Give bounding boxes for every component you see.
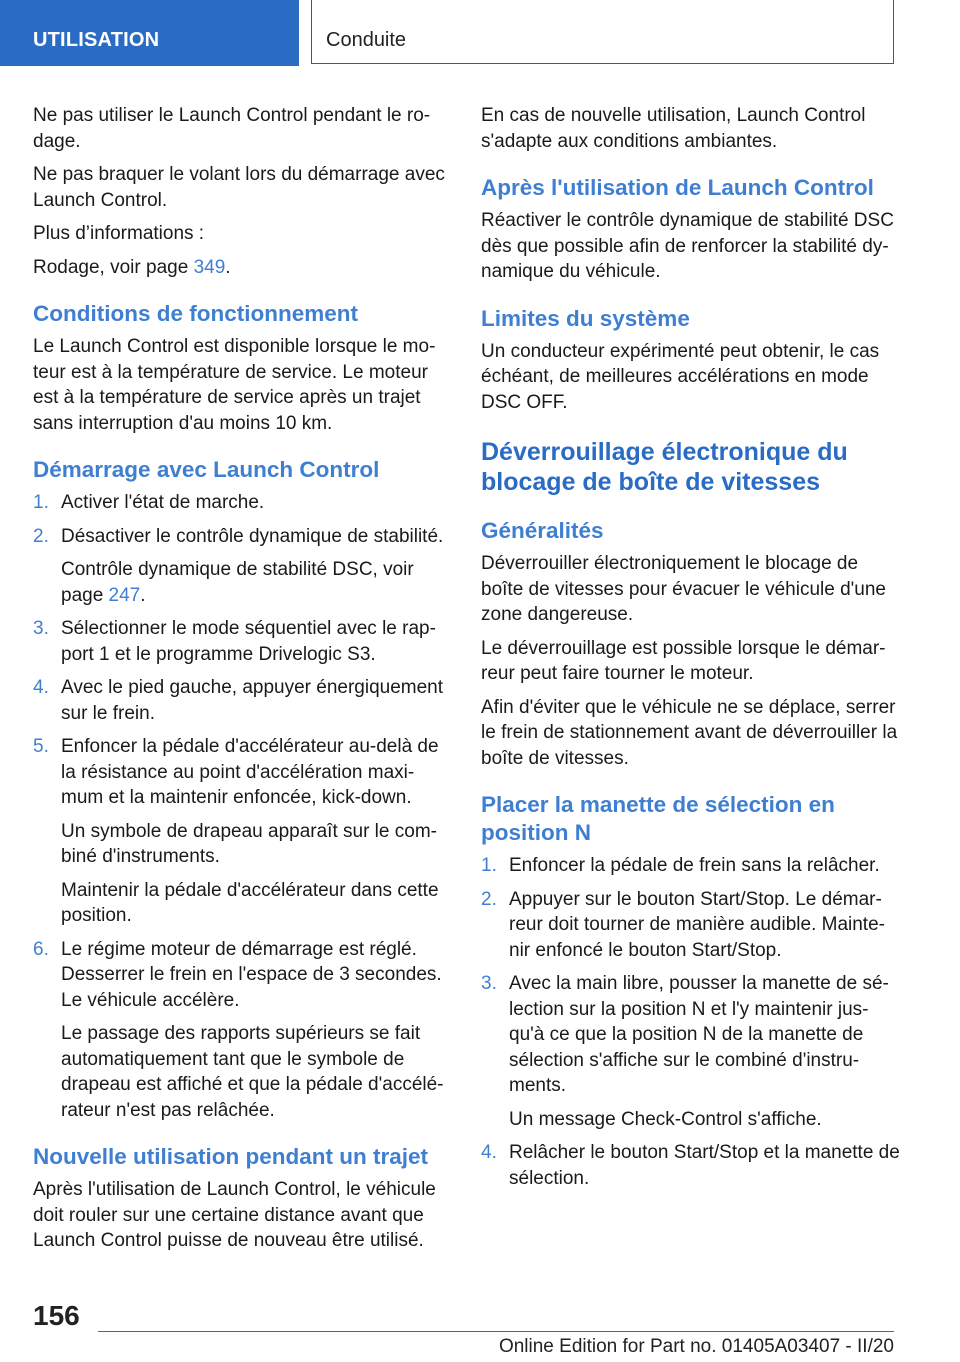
placer-steps (481, 853, 901, 1191)
rodage-page-link[interactable]: 349 (193, 256, 226, 278)
step-number: 4. (33, 677, 49, 698)
apres-paragraph: Réactiver le contrôle dynamique de stabilité DSC dès que possible afin de renforcer la stabilité dy‐namique du véhicule. (481, 210, 894, 282)
step-subtext: Le passage des rapports supérieurs se fait automatiquement tant que le symbole de drapeau est affiché et que la pédale d'accélé‐rateur n'est pas relâchée. (61, 1023, 444, 1121)
list-item (481, 853, 901, 879)
dsc-page-link[interactable]: 247 (108, 584, 141, 606)
limites-paragraph: Un conducteur expérimenté peut obtenir, le cas échéant, de meilleures accélérations en mode DSC OFF. (481, 340, 880, 413)
step-text: Le régime moteur de démarrage est réglé. Desserrer le frein en l'espace de 3 secondes. Le véhicule accélère. (61, 938, 442, 1011)
list-item (33, 675, 453, 726)
heading-conditions: Conditions de fonctionnement (33, 301, 358, 326)
heading-demarrage: Démarrage avec Launch Control (33, 457, 380, 482)
heading-apres: Après l'utilisation de Launch Control (481, 175, 874, 200)
list-item (481, 887, 901, 964)
rodage-end: . (225, 256, 231, 278)
step-text: Enfoncer la pédale de frein sans la relâcher. (509, 855, 880, 876)
list-item (33, 524, 453, 609)
step-number: 3. (33, 618, 49, 639)
step-number: 4. (481, 1142, 497, 1163)
step-number: 1. (33, 492, 49, 513)
left-column (33, 103, 453, 1262)
step-number: 1. (481, 855, 497, 876)
list-item (33, 490, 453, 516)
rodage-reference (33, 255, 453, 281)
step-subtext (61, 557, 453, 608)
step-number: 2. (481, 888, 497, 910)
list-item (481, 971, 901, 1132)
step-text: Appuyer sur le bouton Start/Stop. Le démar‐reur doit tourner de manière audible. Mainte‐nir enfoncé le bouton Start/Stop. (509, 888, 885, 961)
demarrage-steps (33, 490, 453, 1123)
page-header (0, 0, 960, 66)
step-number: 6. (33, 938, 49, 960)
intro-paragraph-3: Plus d’informations : (33, 223, 205, 244)
heading-deverrouillage: Déverrouillage électronique du blocage de boîte de vitesses (481, 438, 848, 496)
list-item (33, 734, 453, 929)
list-item (481, 1140, 901, 1191)
step-text: Avec la main libre, pousser la manette de sé‐lection sur la position N et l'y maintenir jus‐qu'à ce que la position N de la manette de sélection s'affiche sur le combiné d'instru‐ments. (509, 973, 889, 1096)
step-subtext: Un symbole de drapeau apparaît sur le com‐biné d'instruments. (61, 820, 437, 867)
step-text: Activer l'état de marche. (61, 492, 265, 513)
heading-placer-manette: Placer la manette de sélection en position N (481, 792, 835, 845)
step-text: Désactiver le contrôle dynamique de stabilité. (61, 525, 444, 547)
edition-text: Online Edition for Part no. 01405A03407 - II/20 (498, 1336, 894, 1357)
step-number: 3. (481, 973, 497, 994)
dsc-reference-text: Contrôle dynamique de stabilité DSC, voir page (61, 559, 414, 606)
footer-divider (98, 1331, 894, 1332)
list-item (33, 616, 453, 667)
step-number: 5. (33, 736, 49, 757)
conditions-paragraph: Le Launch Control est disponible lorsque le mo‐teur est à la température de service. Le moteur est à la température de service après un trajet sans interruption d'au moins 10 km. (33, 336, 436, 434)
chapter-title: Conduite (326, 29, 407, 51)
step-text: Avec le pied gauche, appuyer énergiquement sur le frein. (61, 677, 444, 724)
step-text: Sélectionner le mode séquentiel avec le rap‐port 1 et le programme Drivelogic S3. (61, 618, 436, 665)
page-number: 156 (33, 1300, 80, 1331)
heading-generalites: Généralités (481, 518, 604, 543)
section-tab (0, 0, 299, 66)
heading-nouvelle-utilisation: Nouvelle utilisation pendant un trajet (33, 1144, 429, 1169)
generalites-paragraph-1: Déverrouiller électroniquement le blocage de boîte de vitesses pour évacuer le véhicule d'une zone dangereuse. (481, 553, 886, 625)
intro-paragraph-2: Ne pas braquer le volant lors du démarrage avec Launch Control. (33, 164, 445, 211)
rodage-text: Rodage, voir page (33, 256, 194, 278)
step-number: 2. (33, 525, 49, 547)
chapter-tab (311, 0, 894, 64)
generalites-paragraph-2: Le déverrouillage est possible lorsque le démar‐reur peut faire tourner le moteur. (481, 637, 886, 684)
step-subtext: Maintenir la pédale d'accélérateur dans cette position. (61, 879, 439, 926)
step-subtext: Un message Check-Control s'affiche. (509, 1108, 822, 1130)
step-text: Relâcher le bouton Start/Stop et la manette de sélection. (509, 1142, 900, 1189)
right-column (481, 103, 901, 1199)
list-item (33, 937, 453, 1124)
dsc-reference-end: . (140, 584, 146, 606)
generalites-paragraph-3: Afin d'éviter que le véhicule ne se déplace, serrer le frein de stationnement avant de déverrouiller la boîte de vitesses. (481, 696, 898, 769)
intro-paragraph-1: Ne pas utiliser le Launch Control pendant le ro‐dage. (33, 105, 431, 152)
continuation-paragraph: En cas de nouvelle utilisation, Launch Control s'adapte aux conditions ambiantes. (481, 105, 866, 152)
nouvelle-paragraph: Après l'utilisation de Launch Control, le véhicule doit rouler sur une certaine distance avant que Launch Control puisse de nouveau être utilisé. (33, 1179, 436, 1251)
section-title: UTILISATION (33, 29, 160, 51)
heading-limites: Limites du système (481, 305, 690, 331)
step-text: Enfoncer la pédale d'accélérateur au-delà de la résistance au point d'accélération maxi‐mum et la maintenir enfoncée, kick-down. (61, 736, 439, 808)
